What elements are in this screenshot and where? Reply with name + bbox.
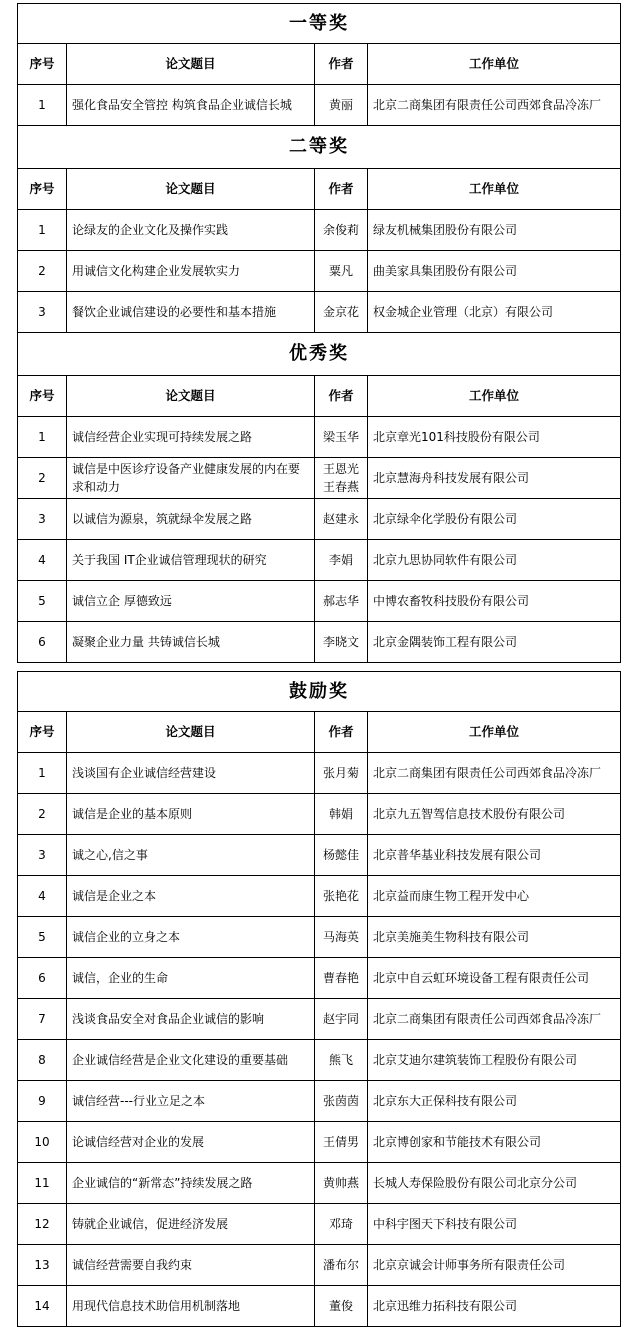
cell-no: 11	[18, 1163, 67, 1204]
cell-title: 诚信是企业之本	[67, 876, 315, 917]
cell-author: 熊飞	[315, 1040, 368, 1081]
header-title: 论文题目	[67, 169, 315, 210]
cell-title: 浅谈国有企业诚信经营建设	[67, 753, 315, 794]
cell-unit: 北京金隅装饰工程有限公司	[368, 622, 621, 663]
cell-author: 张月菊	[315, 753, 368, 794]
cell-no: 8	[18, 1040, 67, 1081]
table-row	[18, 458, 621, 499]
table-row	[18, 917, 621, 958]
cell-unit: 北京京诚会计师事务所有限责任公司	[368, 1245, 621, 1286]
header-no: 序号	[18, 712, 67, 753]
header-unit: 工作单位	[368, 169, 621, 210]
table-row	[18, 1163, 621, 1204]
cell-author: 赵建永	[315, 499, 368, 540]
cell-author: 余俊莉	[315, 210, 368, 251]
cell-author: 金京花	[315, 292, 368, 333]
cell-author: 邓琦	[315, 1204, 368, 1245]
cell-no: 1	[18, 417, 67, 458]
header-title: 论文题目	[67, 44, 315, 85]
cell-no: 6	[18, 622, 67, 663]
cell-author: 曹春艳	[315, 958, 368, 999]
cell-unit: 北京九思协同软件有限公司	[368, 540, 621, 581]
cell-unit: 绿友机械集团股份有限公司	[368, 210, 621, 251]
cell-no: 1	[18, 210, 67, 251]
cell-title: 企业诚信经营是企业文化建设的重要基础	[67, 1040, 315, 1081]
header-author: 作者	[315, 169, 368, 210]
cell-no: 4	[18, 540, 67, 581]
cell-title: 论诚信经营对企业的发展	[67, 1122, 315, 1163]
header-unit: 工作单位	[368, 712, 621, 753]
cell-unit: 中博农畜牧科技股份有限公司	[368, 581, 621, 622]
section-title-row	[18, 333, 621, 376]
cell-unit: 北京益而康生物工程开发中心	[368, 876, 621, 917]
table-row	[18, 999, 621, 1040]
cell-unit: 北京二商集团有限责任公司西郊食品冷冻厂	[368, 999, 621, 1040]
cell-unit: 北京慧海舟科技发展有限公司	[368, 458, 621, 499]
cell-title: 强化食品安全管控 构筑食品企业诚信长城	[67, 85, 315, 126]
cell-title: 诚信是企业的基本原则	[67, 794, 315, 835]
cell-unit: 权金城企业管理（北京）有限公司	[368, 292, 621, 333]
table-row	[18, 753, 621, 794]
cell-unit: 北京绿伞化学股份有限公司	[368, 499, 621, 540]
cell-author: 李娟	[315, 540, 368, 581]
table-row	[18, 835, 621, 876]
table-row	[18, 1245, 621, 1286]
cell-author: 董俊	[315, 1286, 368, 1327]
cell-title: 诚信经营需要自我约束	[67, 1245, 315, 1286]
cell-unit: 中科宇图天下科技有限公司	[368, 1204, 621, 1245]
cell-author: 张茵茵	[315, 1081, 368, 1122]
cell-author: 杨懿佳	[315, 835, 368, 876]
cell-title: 诚信是中医诊疗设备产业健康发展的内在要求和动力	[67, 458, 315, 499]
cell-no: 13	[18, 1245, 67, 1286]
cell-no: 2	[18, 794, 67, 835]
cell-title: 用诚信文化构建企业发展软实力	[67, 251, 315, 292]
cell-no: 5	[18, 581, 67, 622]
cell-no: 2	[18, 251, 67, 292]
cell-author: 黄帅燕	[315, 1163, 368, 1204]
cell-title: 诚之心,信之事	[67, 835, 315, 876]
cell-author: 王倩男	[315, 1122, 368, 1163]
cell-unit: 北京东大正保科技有限公司	[368, 1081, 621, 1122]
table-row	[18, 581, 621, 622]
table-row	[18, 1122, 621, 1163]
column-header-row	[18, 712, 621, 753]
cell-author: 黄丽	[315, 85, 368, 126]
cell-unit: 曲美家具集团股份有限公司	[368, 251, 621, 292]
cell-no: 1	[18, 753, 67, 794]
cell-title: 餐饮企业诚信建设的必要性和基本措施	[67, 292, 315, 333]
cell-unit: 北京美施美生物科技有限公司	[368, 917, 621, 958]
cell-title: 浅谈食品安全对食品企业诚信的影响	[67, 999, 315, 1040]
section-heading: 优秀奖	[18, 333, 621, 376]
table-row	[18, 540, 621, 581]
cell-author: 马海英	[315, 917, 368, 958]
cell-unit: 北京博创家和节能技术有限公司	[368, 1122, 621, 1163]
column-header-row	[18, 376, 621, 417]
section-title-row	[18, 126, 621, 169]
table-row	[18, 499, 621, 540]
column-header-row	[18, 44, 621, 85]
cell-author: 郝志华	[315, 581, 368, 622]
cell-no: 2	[18, 458, 67, 499]
table-row	[18, 1081, 621, 1122]
cell-author: 王恩光 王春燕	[315, 458, 368, 499]
table-row	[18, 1286, 621, 1327]
header-unit: 工作单位	[368, 44, 621, 85]
section-heading: 二等奖	[18, 126, 621, 169]
header-no: 序号	[18, 44, 67, 85]
table-row	[18, 794, 621, 835]
header-author: 作者	[315, 712, 368, 753]
cell-author: 粟凡	[315, 251, 368, 292]
cell-title: 以诚信为源泉，筑就绿伞发展之路	[67, 499, 315, 540]
table-row	[18, 292, 621, 333]
header-title: 论文题目	[67, 712, 315, 753]
cell-no: 1	[18, 85, 67, 126]
table-row	[18, 85, 621, 126]
cell-no: 10	[18, 1122, 67, 1163]
header-title: 论文题目	[67, 376, 315, 417]
cell-no: 7	[18, 999, 67, 1040]
table-row	[18, 876, 621, 917]
cell-unit: 北京九五智驾信息技术股份有限公司	[368, 794, 621, 835]
cell-title: 诚信企业的立身之本	[67, 917, 315, 958]
table-row	[18, 417, 621, 458]
cell-title: 诚信，企业的生命	[67, 958, 315, 999]
cell-no: 6	[18, 958, 67, 999]
section-title-row	[18, 4, 621, 44]
header-author: 作者	[315, 376, 368, 417]
table-row	[18, 1040, 621, 1081]
table-row	[18, 210, 621, 251]
cell-no: 12	[18, 1204, 67, 1245]
section-title-row	[18, 672, 621, 712]
cell-author: 张艳花	[315, 876, 368, 917]
cell-title: 企业诚信的“新常态”持续发展之路	[67, 1163, 315, 1204]
cell-no: 4	[18, 876, 67, 917]
cell-author: 梁玉华	[315, 417, 368, 458]
cell-title: 诚信立企 厚德致远	[67, 581, 315, 622]
cell-unit: 北京中自云虹环境设备工程有限责任公司	[368, 958, 621, 999]
header-no: 序号	[18, 169, 67, 210]
cell-no: 14	[18, 1286, 67, 1327]
column-header-row	[18, 169, 621, 210]
cell-unit: 北京迅维力拓科技有限公司	[368, 1286, 621, 1327]
awards-table-encouragement	[17, 671, 621, 1327]
header-author: 作者	[315, 44, 368, 85]
cell-title: 诚信经营---行业立足之本	[67, 1081, 315, 1122]
cell-author: 韩娟	[315, 794, 368, 835]
cell-title: 论绿友的企业文化及操作实践	[67, 210, 315, 251]
header-unit: 工作单位	[368, 376, 621, 417]
cell-unit: 北京普华基业科技发展有限公司	[368, 835, 621, 876]
section-heading: 一等奖	[18, 4, 621, 44]
cell-title: 诚信经营企业实现可持续发展之路	[67, 417, 315, 458]
awards-table-main	[17, 3, 621, 663]
cell-no: 5	[18, 917, 67, 958]
cell-unit: 北京艾迪尔建筑装饰工程股份有限公司	[368, 1040, 621, 1081]
header-no: 序号	[18, 376, 67, 417]
table-row	[18, 251, 621, 292]
cell-unit: 北京章光101科技股份有限公司	[368, 417, 621, 458]
section-heading: 鼓励奖	[18, 672, 621, 712]
cell-unit: 北京二商集团有限责任公司西郊食品冷冻厂	[368, 753, 621, 794]
cell-title: 铸就企业诚信，促进经济发展	[67, 1204, 315, 1245]
cell-no: 9	[18, 1081, 67, 1122]
table-row	[18, 958, 621, 999]
table-row	[18, 1204, 621, 1245]
cell-title: 凝聚企业力量 共铸诚信长城	[67, 622, 315, 663]
cell-no: 3	[18, 499, 67, 540]
cell-unit: 长城人寿保险股份有限公司北京分公司	[368, 1163, 621, 1204]
cell-author: 李晓文	[315, 622, 368, 663]
table-row	[18, 622, 621, 663]
cell-no: 3	[18, 292, 67, 333]
cell-no: 3	[18, 835, 67, 876]
cell-title: 用现代信息技术助信用机制落地	[67, 1286, 315, 1327]
cell-title: 关于我国 IT企业诚信管理现状的研究	[67, 540, 315, 581]
cell-author: 赵宇同	[315, 999, 368, 1040]
cell-author: 潘布尔	[315, 1245, 368, 1286]
cell-unit: 北京二商集团有限责任公司西郊食品冷冻厂	[368, 85, 621, 126]
